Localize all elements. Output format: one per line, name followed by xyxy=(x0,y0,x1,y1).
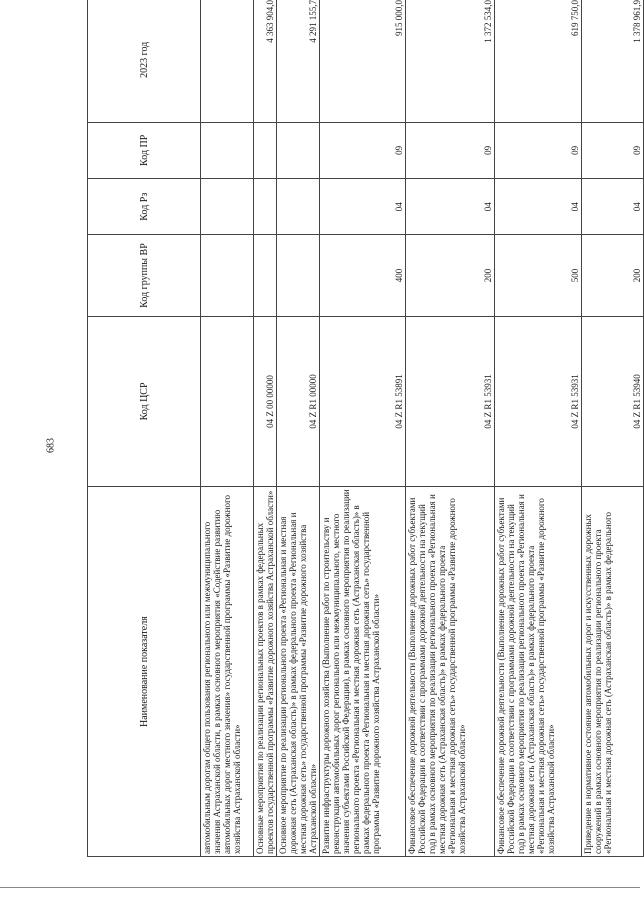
row-vr: 500 xyxy=(495,235,582,316)
row-csr: 04 Z R1 53931 xyxy=(406,316,495,486)
row-name: Финансовое обеспечение дорожной деятельности (Выполнение дорожных работ субъектами Российской Федерации в соответствии с программами дорожной деятельности на текущий год) в рамках основного мероприятия по реализации регионального проекта «Региональная и местная дорожная сеть (Астраханская область)» в рамках федерального проекта «Региональная и местная дорожная сеть» государственной программы «Развитие дорожного хозяйства Астраханской области» xyxy=(495,487,582,857)
table-row xyxy=(201,0,254,857)
row-rz xyxy=(254,179,277,235)
row-vr: 200 xyxy=(582,235,644,316)
row-name: Развитие инфраструктуры дорожного хозяйства (Выполнение работ по строительству и реконструкции автомобильных дорог регионального или межмуниципального, местного значения субъектами Российской Федерации), в рамках основного мероприятия по реализации регионального проекта «Региональная и местная дорожная сеть (Астраханская область)» в рамках федерального проекта «Региональная и местная дорожная сеть» государственной программы «Развитие дорожного хозяйства Астраханской области» xyxy=(320,487,406,857)
row-pr xyxy=(201,122,254,178)
row-rz: 04 xyxy=(320,179,406,235)
row-csr: 04 Z R1 53891 xyxy=(320,316,406,486)
header-year: 2023 год xyxy=(88,0,201,122)
row-pr xyxy=(277,122,320,178)
row-name: Финансовое обеспечение дорожной деятельности (Выполнение дорожных работ субъектами Российской Федерации в соответствии с программами дорожной деятельности на текущий год) в рамках основного мероприятия по реализации регионального проекта «Региональная и местная дорожная сеть (Астраханская область)» в рамках федерального проекта «Региональная и местная дорожная сеть» государственной программы «Развитие дорожного хозяйства Астраханской области» xyxy=(406,487,495,857)
row-amount: 4 291 155,7 xyxy=(277,0,320,122)
row-csr: 04 Z R1 00000 xyxy=(277,316,320,486)
page-number: 683 xyxy=(45,438,57,453)
row-rz: 04 xyxy=(406,179,495,235)
header-pr: Код ПР xyxy=(88,122,201,178)
row-rz: 04 xyxy=(495,179,582,235)
row-rz: 04 xyxy=(582,179,644,235)
row-amount: 619 750,0 xyxy=(495,0,582,122)
table-row xyxy=(582,0,644,857)
row-vr: 200 xyxy=(406,235,495,316)
row-rz xyxy=(201,179,254,235)
row-csr: 04 Z 00 00000 xyxy=(254,316,277,486)
table-row xyxy=(277,0,320,857)
row-pr: 09 xyxy=(582,122,644,178)
row-rz xyxy=(277,179,320,235)
table-row xyxy=(320,0,406,857)
row-vr xyxy=(277,235,320,316)
row-csr: 04 Z R1 53931 xyxy=(495,316,582,486)
row-pr: 09 xyxy=(495,122,582,178)
bottom-scan-rule xyxy=(0,887,640,888)
row-name: автомобильным дорогам общего пользования регионального или межмуниципального значения Астраханской области, в рамках основного мероприятия «Содействие развитию автомобильных дорог местного значения» государственной программы «Развитие дорожного хозяйства Астраханской области» xyxy=(201,487,254,857)
header-csr: Код ЦСР xyxy=(88,316,201,486)
row-pr xyxy=(254,122,277,178)
table-row xyxy=(406,0,495,857)
header-rz: Код Рз xyxy=(88,179,201,235)
header-name: Наименование показателя xyxy=(88,487,201,857)
row-amount: 4 363 904,0 xyxy=(254,0,277,122)
row-pr: 09 xyxy=(320,122,406,178)
header-vr: Код группы ВР xyxy=(88,235,201,316)
row-csr: 04 Z R1 53940 xyxy=(582,316,644,486)
row-amount xyxy=(201,0,254,122)
row-name: Основное мероприятие по реализации регионального проекта «Региональная и местная дорожная сеть (Астраханская область)» в рамках федерального проекта «Региональная и местная дорожная сеть» государственной программы «Развитие дорожного хозяйства Астраханской области» xyxy=(277,487,320,857)
row-vr xyxy=(254,235,277,316)
row-vr xyxy=(201,235,254,316)
row-csr xyxy=(201,316,254,486)
table-header-row xyxy=(88,0,201,857)
row-vr: 400 xyxy=(320,235,406,316)
row-pr: 09 xyxy=(406,122,495,178)
row-name: Основные мероприятия по реализации региональных проектов в рамках федеральных проектов государственной программы «Развитие дорожного хозяйства Астраханской области» xyxy=(254,487,277,857)
row-name: Приведение в нормативное состояние автомобильных дорог и искусственных дорожных сооружений в рамках основного мероприятия по реализации регионального проекта «Региональная и местная дорожная сеть (Астраханская область)» в рамках федерального xyxy=(582,487,644,857)
table-row xyxy=(495,0,582,857)
budget-table-rotated xyxy=(87,0,642,857)
row-amount: 1 378 961,9 xyxy=(582,0,644,122)
row-amount: 915 000,0 xyxy=(320,0,406,122)
row-amount: 1 372 534,0 xyxy=(406,0,495,122)
table-row xyxy=(254,0,277,857)
budget-table xyxy=(87,0,644,857)
